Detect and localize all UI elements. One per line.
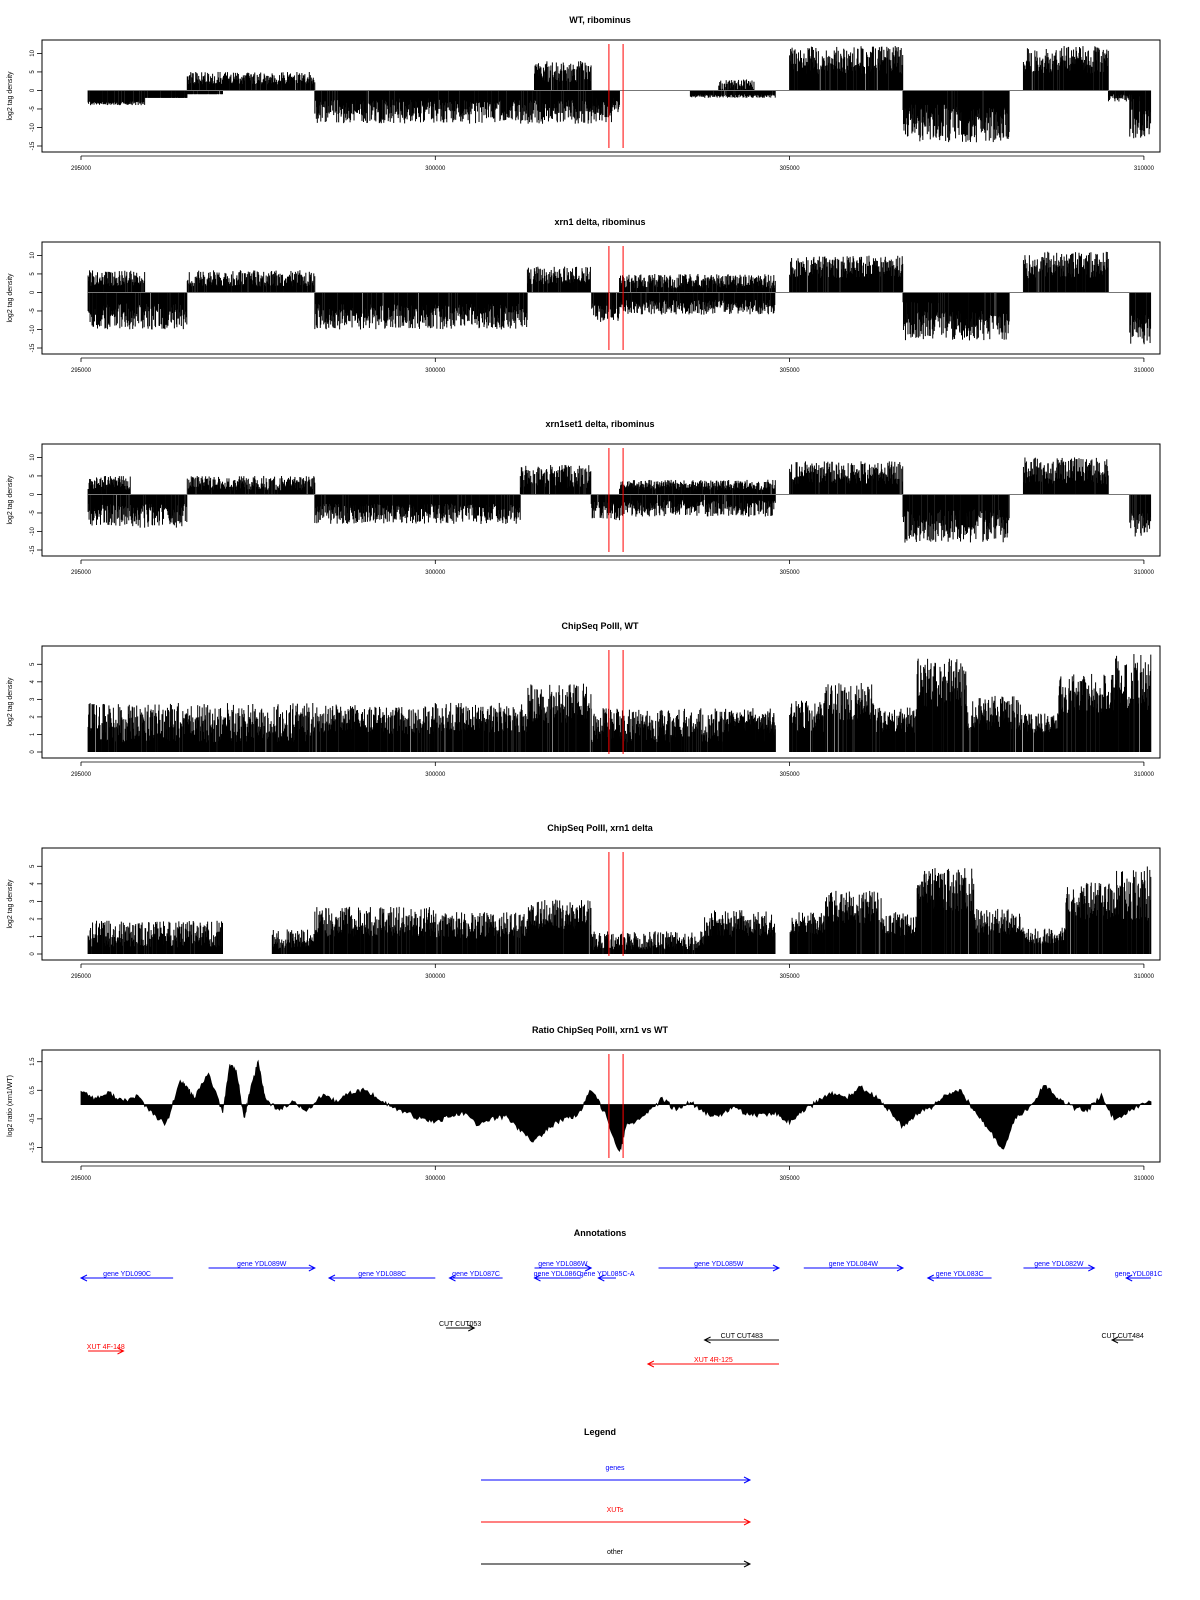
y-tick-label: -10 xyxy=(30,527,36,536)
y-tick-label: 10 xyxy=(30,50,36,57)
x-tick-label: 300000 xyxy=(425,570,446,576)
y-tick-label: -15 xyxy=(30,141,36,151)
bar-series xyxy=(88,457,1150,542)
y-tick-label: -5 xyxy=(30,106,36,112)
y-tick-label: 10 xyxy=(30,252,36,259)
chart-panel xyxy=(7,217,1160,374)
chart-panel xyxy=(7,419,1160,576)
y-tick-label: -10 xyxy=(30,325,36,334)
x-tick-label: 295000 xyxy=(70,368,92,374)
chart-panel xyxy=(7,15,1160,172)
chart-title: xrn1set1 delta, ribominus xyxy=(545,419,655,429)
x-tick-label: 300000 xyxy=(425,368,446,374)
chart-title: WT, ribominus xyxy=(569,15,631,25)
y-tick-label: 0 xyxy=(30,492,36,497)
x-tick-label: 310000 xyxy=(1133,570,1154,576)
y-tick-label: 10 xyxy=(30,454,36,461)
y-tick-label: 0 xyxy=(30,88,36,93)
x-tick-label: 295000 xyxy=(70,570,92,576)
x-tick-label: 310000 xyxy=(1133,166,1154,172)
y-axis-label: log2 tag density xyxy=(7,71,14,121)
bar-series xyxy=(88,252,1150,344)
x-tick-label: 305000 xyxy=(779,166,800,172)
y-tick-label: 5 xyxy=(30,272,36,276)
y-axis-label: log2 tag density xyxy=(7,475,14,525)
y-tick-label: 5 xyxy=(30,474,36,478)
x-tick-label: 305000 xyxy=(779,570,800,576)
x-tick-label: 300000 xyxy=(425,166,446,172)
bar-series xyxy=(88,46,1150,142)
y-tick-label: -15 xyxy=(30,343,36,353)
x-tick-label: 295000 xyxy=(70,166,92,172)
y-tick-label: -15 xyxy=(30,545,36,555)
y-tick-label: 0 xyxy=(30,290,36,295)
chart-title: xrn1 delta, ribominus xyxy=(554,217,646,227)
y-tick-label: -5 xyxy=(30,308,36,314)
x-tick-label: 310000 xyxy=(1133,368,1154,374)
y-tick-label: -10 xyxy=(30,123,36,132)
y-tick-label: 5 xyxy=(30,70,36,74)
y-tick-label: -5 xyxy=(30,510,36,516)
y-axis-label: log2 tag density xyxy=(7,273,14,323)
x-tick-label: 305000 xyxy=(779,368,800,374)
